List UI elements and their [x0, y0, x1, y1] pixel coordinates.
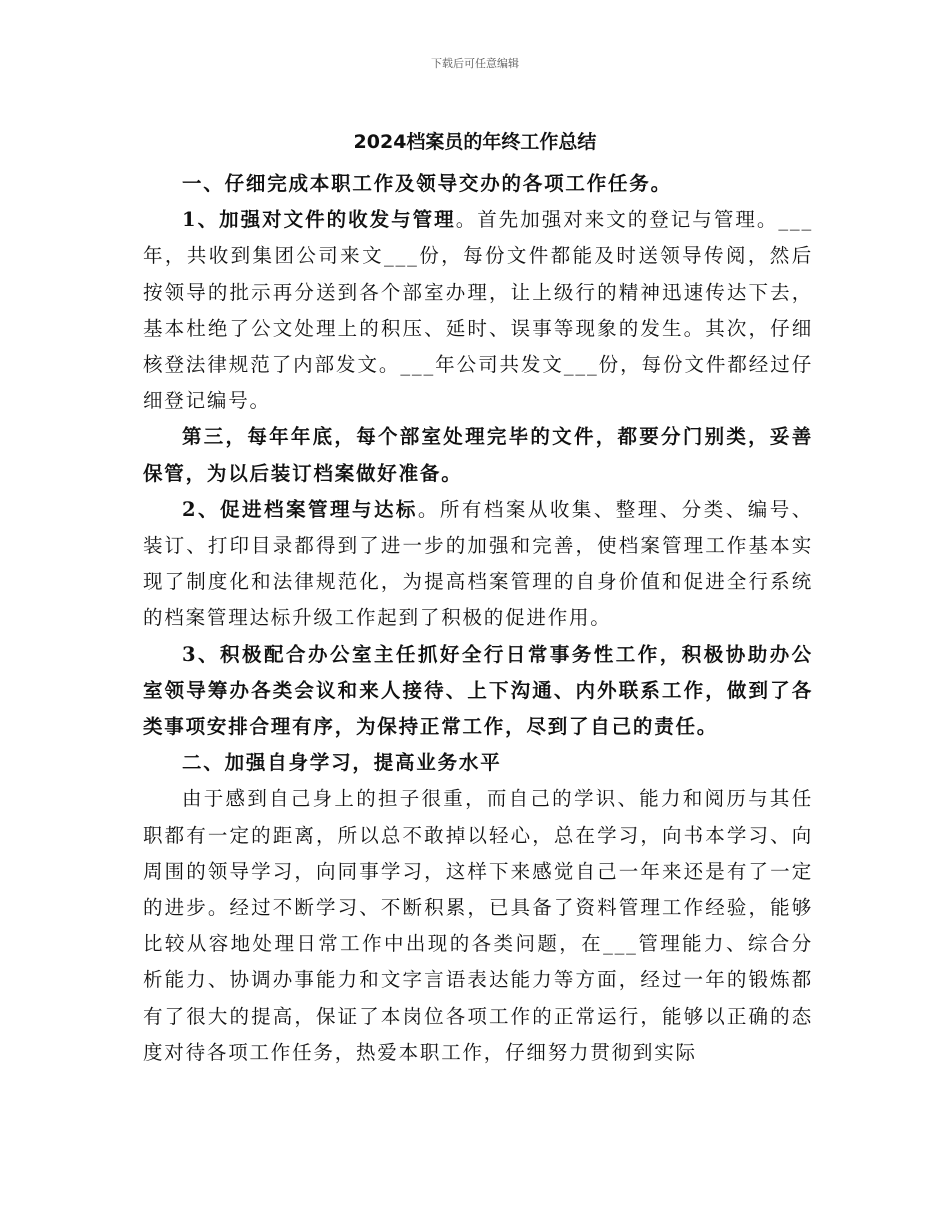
paragraph-3-lead: 2、促进档案管理与达标 — [182, 497, 418, 521]
section-heading-1: 一、仔细完成本职工作及领导交办的各项工作任务。 — [182, 172, 672, 195]
paragraph-1-text: 。首先加强对来文的登记与管理。___年，共收到集团公司来文___份，每份文件都能及时送领导传阅，然后按领导的批示再分送到各个部室办理，让上级行的精神迅速传达下去，基本杜绝了公文处理上的积压、延时、误事等现象的发生。其次，仔细核登法律规范了内部发文。___年公司共发文___份，每份文件都经过仔细登记编号。 — [143, 208, 814, 413]
paragraph-3 — [143, 492, 813, 637]
paragraph-5: 由于感到自己身上的担子很重，而自己的学识、能力和阅历与其任职都有一定的距离，所以总不敢掉以轻心，总在学习，向书本学习、向周围的领导学习，向同事学习，这样下来感觉自己一年来还是有了一定的进步。经过不断学习、不断积累，已具备了资料管理工作经验，能够比较从容地处理日常工作中出现的各类问题，在___管理能力、综合分析能力、协调办事能力和文字言语表达能力等方面，经过一年的锻炼都有了很大的提高，保证了本岗位各项工作的正常运行，能够以正确的态度对待各项工作任务，热爱本职工作，仔细努力贯彻到实际 — [143, 787, 813, 1064]
section-heading-2: 二、加强自身学习，提高业务水平 — [182, 751, 502, 775]
paragraph-3-text: 。所有档案从收集、整理、分类、编号、装订、打印目录都得到了进一步的加强和完善，使档案管理工作基本实现了制度化和法律规范化，为提高档案管理的自身价值和促进全行系统的档案管理达标升级工作起到了积极的促进作用。 — [143, 497, 813, 630]
paragraph-4: 3、积极配合办公室主任抓好全行日常事务性工作，积极协助办公室领导筹办各类会议和来人接待、上下沟通、内外联系工作，做到了各类事项安排合理有序，为保持正常工作，尽到了自己的责任。 — [143, 642, 813, 739]
page-header: 下载后可任意编辑 — [431, 57, 519, 70]
document-title: 2024档案员的年终工作总结 — [353, 131, 597, 153]
paragraph-1-lead: 1、加强对文件的收发与管理 — [182, 208, 456, 232]
document-body — [143, 166, 813, 1071]
paragraph-1 — [143, 202, 813, 419]
paragraph-2: 第三，每年年底，每个部室处理完毕的文件，都要分门别类，妥善保管，为以后装订档案做好准备。 — [143, 425, 813, 485]
